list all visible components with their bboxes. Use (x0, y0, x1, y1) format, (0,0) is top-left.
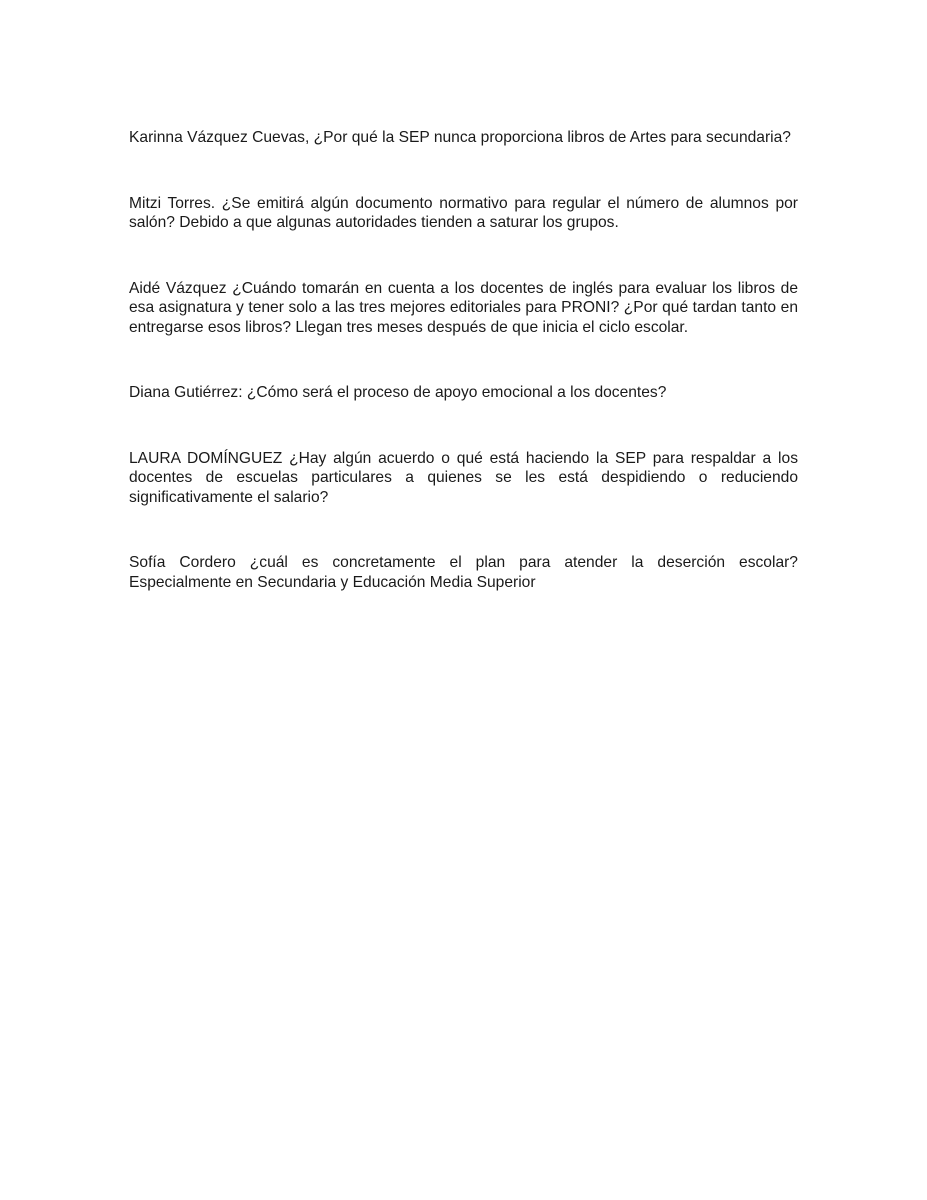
question-paragraph: LAURA DOMÍNGUEZ ¿Hay algún acuerdo o qué está haciendo la SEP para respaldar a los docentes de escuelas particulares a quienes se les está despidiendo o reduciendo significativamente el salario? (129, 449, 798, 506)
question-paragraph: Aidé Vázquez ¿Cuándo tomarán en cuenta a los docentes de inglés para evaluar los libros de esa asignatura y tener solo a las tres mejores editoriales para PRONI? ¿Por qué tardan tanto en entregarse esos libros? Llegan tres meses después de que inicia el ciclo escolar. (129, 279, 798, 336)
question-paragraph: Mitzi Torres. ¿Se emitirá algún documento normativo para regular el número de alumnos por salón? Debido a que algunas autoridades tienden a saturar los grupos. (129, 194, 798, 231)
question-paragraph: Karinna Vázquez Cuevas, ¿Por qué la SEP nunca proporciona libros de Artes para secundaria? (129, 129, 791, 146)
question-paragraph: Sofía Cordero ¿cuál es concretamente el plan para atender la deserción escolar? Especialmente en Secundaria y Educación Media Superior (129, 554, 798, 591)
question-list (129, 128, 798, 638)
question-paragraph: Diana Gutiérrez: ¿Cómo será el proceso de apoyo emocional a los docentes? (129, 384, 667, 401)
